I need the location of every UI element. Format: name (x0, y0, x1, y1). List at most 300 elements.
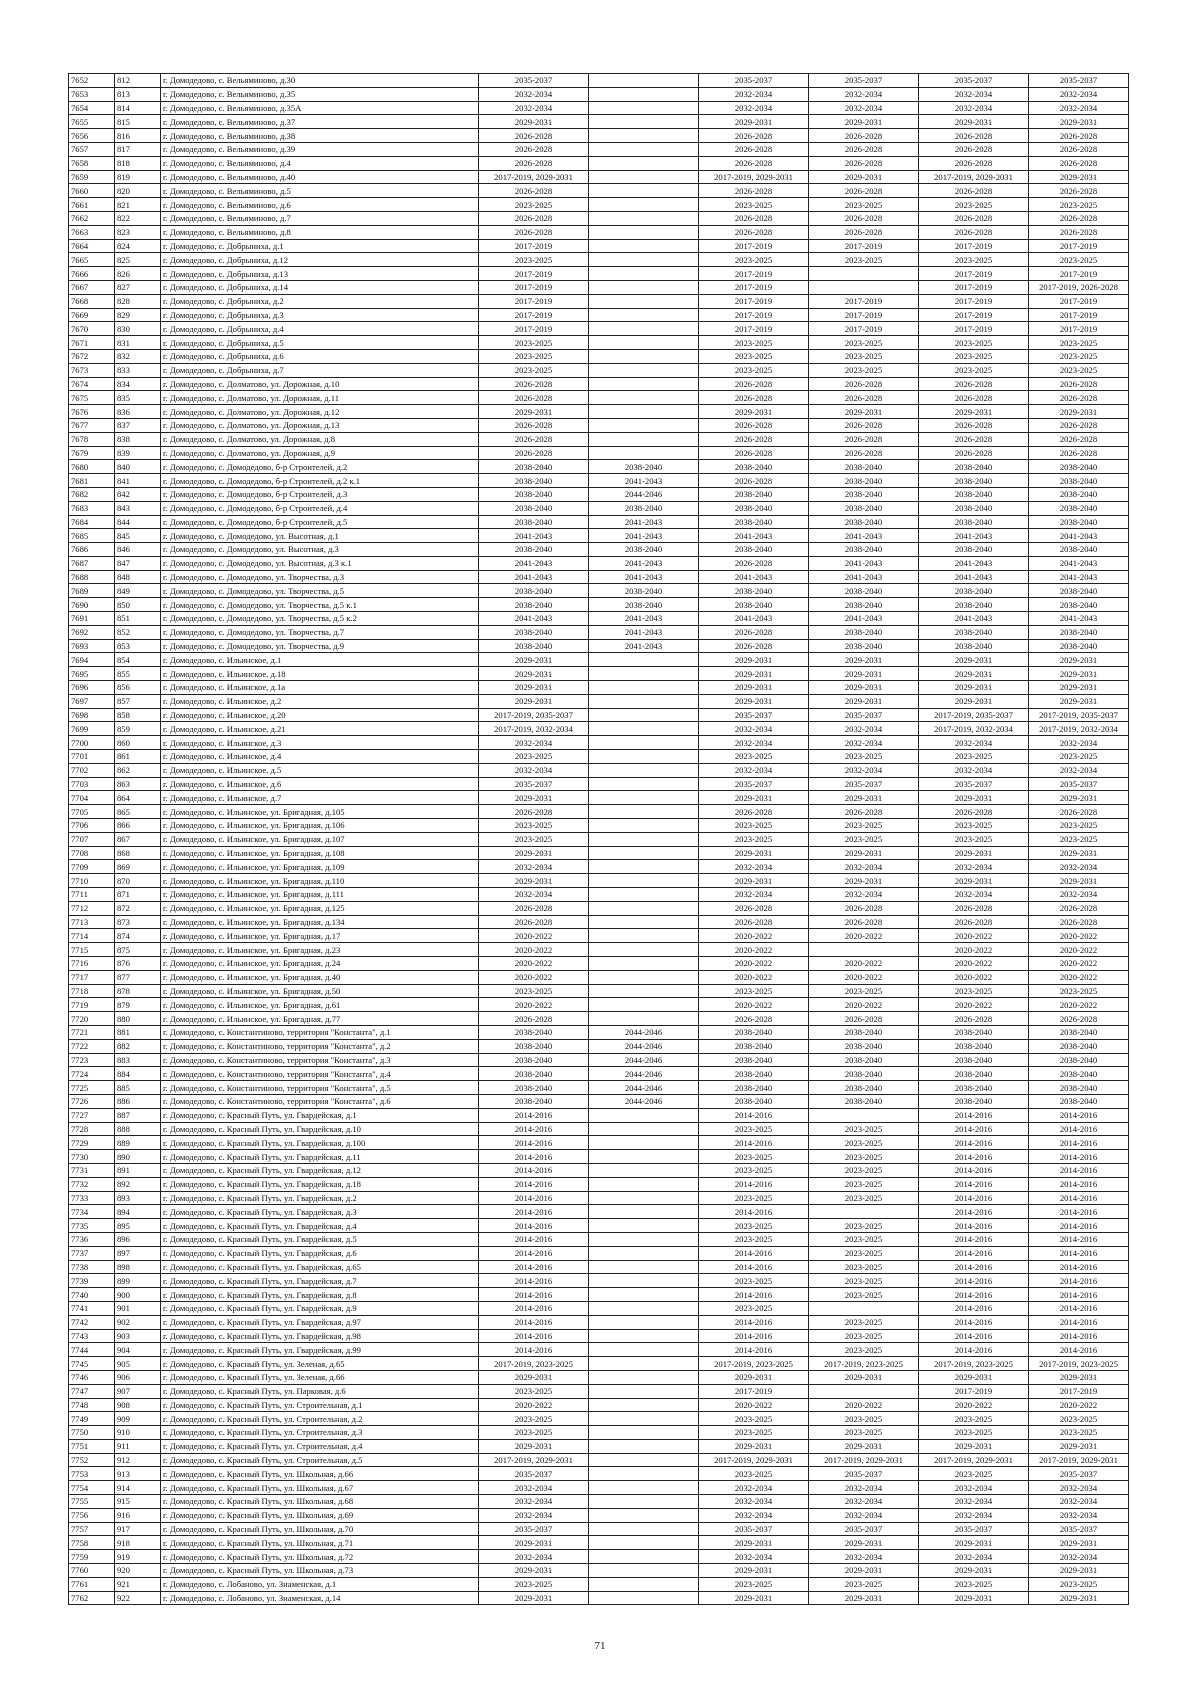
period-cell-1: 2041-2043 (479, 612, 589, 626)
row-index-cell: 7675 (69, 391, 115, 405)
period-cell-4: 2032-2034 (809, 1495, 919, 1509)
address-cell: г. Домодедово, с. Красный Путь, ул. Гвардейская, д.4 (161, 1219, 479, 1233)
period-cell-2 (589, 777, 699, 791)
period-cell-3: 2026-2028 (699, 446, 809, 460)
period-cell-5: 2020-2022 (919, 957, 1029, 971)
object-number-cell: 920 (115, 1564, 161, 1578)
period-cell-5: 2023-2025 (919, 253, 1029, 267)
period-cell-2: 2038-2040 (589, 598, 699, 612)
period-cell-2 (589, 791, 699, 805)
row-index-cell: 7732 (69, 1177, 115, 1191)
period-cell-3: 2032-2034 (699, 1550, 809, 1564)
period-cell-2 (589, 750, 699, 764)
period-cell-6: 2023-2025 (1029, 832, 1129, 846)
address-cell: г. Домодедово, с. Красный Путь, ул. Гвардейская, д.98 (161, 1329, 479, 1343)
object-number-cell: 840 (115, 460, 161, 474)
period-cell-5: 2029-2031 (919, 1564, 1029, 1578)
period-cell-4: 2029-2031 (809, 791, 919, 805)
period-cell-4: 2038-2040 (809, 1081, 919, 1095)
period-cell-1: 2023-2025 (479, 750, 589, 764)
period-cell-5: 2029-2031 (919, 667, 1029, 681)
table-row (69, 418, 1129, 432)
period-cell-1: 2014-2016 (479, 1274, 589, 1288)
period-cell-5: 2014-2016 (919, 1219, 1029, 1233)
row-index-cell: 7761 (69, 1577, 115, 1591)
row-index-cell: 7741 (69, 1301, 115, 1315)
period-cell-2: 2044-2046 (589, 1081, 699, 1095)
object-number-cell: 888 (115, 1122, 161, 1136)
row-index-cell: 7726 (69, 1094, 115, 1108)
row-index-cell: 7660 (69, 184, 115, 198)
table-row (69, 184, 1129, 198)
table-row (69, 1081, 1129, 1095)
period-cell-6: 2020-2022 (1029, 957, 1129, 971)
object-number-cell: 900 (115, 1288, 161, 1302)
period-cell-3: 2041-2043 (699, 570, 809, 584)
table-row (69, 129, 1129, 143)
period-cell-4: 2023-2025 (809, 1343, 919, 1357)
period-cell-5: 2038-2040 (919, 543, 1029, 557)
table-row (69, 1136, 1129, 1150)
address-cell: г. Домодедово, с. Ильинское, ул. Бригадная, д.23 (161, 943, 479, 957)
table-row (69, 1508, 1129, 1522)
period-cell-6: 2029-2031 (1029, 681, 1129, 695)
period-cell-6: 2032-2034 (1029, 736, 1129, 750)
period-cell-6: 2038-2040 (1029, 501, 1129, 515)
period-cell-3: 2029-2031 (699, 405, 809, 419)
address-cell: г. Домодедово, с. Ильинское, ул. Бригадная, д.125 (161, 901, 479, 915)
address-cell: г. Домодедово, с. Красный Путь, ул. Школьная, д.68 (161, 1495, 479, 1509)
period-cell-5: 2014-2016 (919, 1177, 1029, 1191)
address-cell: г. Домодедово, с. Ильинское, ул. Бригадная, д.108 (161, 846, 479, 860)
row-index-cell: 7756 (69, 1508, 115, 1522)
period-cell-5: 2029-2031 (919, 653, 1029, 667)
period-cell-5: 2014-2016 (919, 1122, 1029, 1136)
object-number-cell: 859 (115, 722, 161, 736)
period-cell-6: 2038-2040 (1029, 639, 1129, 653)
period-cell-2 (589, 267, 699, 281)
period-cell-6: 2017-2019 (1029, 1384, 1129, 1398)
row-index-cell: 7713 (69, 915, 115, 929)
period-cell-6: 2023-2025 (1029, 253, 1129, 267)
address-cell: г. Домодедово, с. Ильинское, д.4 (161, 750, 479, 764)
table-row (69, 943, 1129, 957)
address-cell: г. Домодедово, с. Ильинское, д.7 (161, 791, 479, 805)
period-cell-3: 2029-2031 (699, 1439, 809, 1453)
period-cell-3: 2038-2040 (699, 487, 809, 501)
period-cell-2 (589, 1163, 699, 1177)
table-row (69, 846, 1129, 860)
period-cell-2 (589, 1426, 699, 1440)
row-index-cell: 7692 (69, 625, 115, 639)
row-index-cell: 7738 (69, 1260, 115, 1274)
period-cell-3: 2029-2031 (699, 874, 809, 888)
address-cell: г. Домодедово, с. Константиново, территория "Константа", д.6 (161, 1094, 479, 1108)
period-cell-2 (589, 87, 699, 101)
period-cell-4: 2029-2031 (809, 170, 919, 184)
period-cell-4: 2023-2025 (809, 1136, 919, 1150)
address-cell: г. Домодедово, с. Красный Путь, ул. Строительная, д.3 (161, 1426, 479, 1440)
object-number-cell: 890 (115, 1150, 161, 1164)
address-cell: г. Домодедово, с. Ильинское, ул. Бригадная, д.109 (161, 860, 479, 874)
period-cell-1: 2032-2034 (479, 1508, 589, 1522)
object-number-cell: 877 (115, 970, 161, 984)
row-index-cell: 7733 (69, 1191, 115, 1205)
period-cell-2 (589, 405, 699, 419)
period-cell-2 (589, 1550, 699, 1564)
period-cell-6: 2038-2040 (1029, 1025, 1129, 1039)
object-number-cell: 847 (115, 556, 161, 570)
period-cell-1: 2029-2031 (479, 846, 589, 860)
object-number-cell: 917 (115, 1522, 161, 1536)
row-index-cell: 7722 (69, 1039, 115, 1053)
period-cell-2 (589, 860, 699, 874)
period-cell-2 (589, 957, 699, 971)
period-cell-5: 2041-2043 (919, 612, 1029, 626)
table-row (69, 1591, 1129, 1605)
period-cell-5: 2041-2043 (919, 529, 1029, 543)
period-cell-5: 2023-2025 (919, 349, 1029, 363)
schedule-table-container (68, 73, 1128, 1605)
address-cell: г. Домодедово, с. Домодедово, б-р Строителей, д.2 к.1 (161, 474, 479, 488)
period-cell-5: 2038-2040 (919, 639, 1029, 653)
row-index-cell: 7673 (69, 363, 115, 377)
period-cell-2 (589, 1150, 699, 1164)
row-index-cell: 7654 (69, 101, 115, 115)
period-cell-4: 2026-2028 (809, 915, 919, 929)
object-number-cell: 834 (115, 377, 161, 391)
period-cell-3: 2014-2016 (699, 1260, 809, 1274)
address-cell: г. Домодедово, с. Домодедово, ул. Высотная, д.3 (161, 543, 479, 557)
period-cell-3: 2023-2025 (699, 750, 809, 764)
period-cell-5: 2014-2016 (919, 1163, 1029, 1177)
row-index-cell: 7721 (69, 1025, 115, 1039)
period-cell-4: 2029-2031 (809, 653, 919, 667)
table-row (69, 1398, 1129, 1412)
period-cell-4: 2026-2028 (809, 901, 919, 915)
period-cell-2 (589, 1315, 699, 1329)
period-cell-4: 2020-2022 (809, 1398, 919, 1412)
period-cell-4: 2032-2034 (809, 860, 919, 874)
period-cell-5: 2020-2022 (919, 1398, 1029, 1412)
period-cell-5: 2017-2019 (919, 308, 1029, 322)
period-cell-6: 2038-2040 (1029, 1081, 1129, 1095)
object-number-cell: 831 (115, 336, 161, 350)
period-cell-5: 2014-2016 (919, 1301, 1029, 1315)
table-row (69, 584, 1129, 598)
period-cell-2 (589, 819, 699, 833)
object-number-cell: 867 (115, 832, 161, 846)
period-cell-6: 2038-2040 (1029, 584, 1129, 598)
period-cell-2 (589, 101, 699, 115)
row-index-cell: 7702 (69, 763, 115, 777)
period-cell-1: 2020-2022 (479, 1398, 589, 1412)
period-cell-6: 2032-2034 (1029, 87, 1129, 101)
period-cell-6: 2017-2019 (1029, 294, 1129, 308)
period-cell-2 (589, 1246, 699, 1260)
row-index-cell: 7705 (69, 805, 115, 819)
period-cell-2 (589, 308, 699, 322)
period-cell-3: 2026-2028 (699, 142, 809, 156)
period-cell-3: 2038-2040 (699, 1067, 809, 1081)
row-index-cell: 7704 (69, 791, 115, 805)
address-cell: г. Домодедово, с. Ильинское, д.6 (161, 777, 479, 791)
period-cell-4: 2029-2031 (809, 667, 919, 681)
period-cell-2 (589, 184, 699, 198)
period-cell-6: 2038-2040 (1029, 1039, 1129, 1053)
table-row (69, 681, 1129, 695)
row-index-cell: 7666 (69, 267, 115, 281)
row-index-cell: 7716 (69, 957, 115, 971)
period-cell-6: 2026-2028 (1029, 446, 1129, 460)
period-cell-1: 2038-2040 (479, 543, 589, 557)
object-number-cell: 879 (115, 998, 161, 1012)
row-index-cell: 7659 (69, 170, 115, 184)
period-cell-5: 2029-2031 (919, 681, 1029, 695)
object-number-cell: 868 (115, 846, 161, 860)
period-cell-6: 2029-2031 (1029, 667, 1129, 681)
object-number-cell: 869 (115, 860, 161, 874)
period-cell-6: 2017-2019, 2029-2031 (1029, 1453, 1129, 1467)
period-cell-3: 2023-2025 (699, 1191, 809, 1205)
period-cell-1: 2029-2031 (479, 667, 589, 681)
row-index-cell: 7743 (69, 1329, 115, 1343)
period-cell-1: 2041-2043 (479, 570, 589, 584)
period-cell-2 (589, 280, 699, 294)
row-index-cell: 7739 (69, 1274, 115, 1288)
table-row (69, 515, 1129, 529)
row-index-cell: 7674 (69, 377, 115, 391)
period-cell-6: 2026-2028 (1029, 129, 1129, 143)
period-cell-2 (589, 736, 699, 750)
period-cell-4: 2023-2025 (809, 1122, 919, 1136)
period-cell-4: 2026-2028 (809, 129, 919, 143)
table-row (69, 1467, 1129, 1481)
period-cell-2 (589, 984, 699, 998)
object-number-cell: 852 (115, 625, 161, 639)
period-cell-2 (589, 970, 699, 984)
period-cell-4: 2032-2034 (809, 1550, 919, 1564)
period-cell-6: 2029-2031 (1029, 694, 1129, 708)
row-index-cell: 7693 (69, 639, 115, 653)
period-cell-1: 2035-2037 (479, 1467, 589, 1481)
period-cell-3: 2032-2034 (699, 1508, 809, 1522)
period-cell-6: 2026-2028 (1029, 142, 1129, 156)
period-cell-3: 2017-2019, 2023-2025 (699, 1357, 809, 1371)
address-cell: г. Домодедово, с. Красный Путь, ул. Школьная, д.72 (161, 1550, 479, 1564)
period-cell-2: 2038-2040 (589, 543, 699, 557)
period-cell-1: 2029-2031 (479, 1591, 589, 1605)
period-cell-6: 2026-2028 (1029, 915, 1129, 929)
period-cell-5: 2026-2028 (919, 805, 1029, 819)
period-cell-3: 2014-2016 (699, 1246, 809, 1260)
period-cell-6: 2029-2031 (1029, 653, 1129, 667)
table-row (69, 1495, 1129, 1509)
period-cell-4: 2038-2040 (809, 625, 919, 639)
address-cell: г. Домодедово, с. Ильинское, ул. Бригадная, д.106 (161, 819, 479, 833)
period-cell-2 (589, 239, 699, 253)
address-cell: г. Домодедово, с. Константиново, территория "Константа", д.5 (161, 1081, 479, 1095)
period-cell-6: 2014-2016 (1029, 1122, 1129, 1136)
object-number-cell: 818 (115, 156, 161, 170)
address-cell: г. Домодедово, с. Добрыниха, д.3 (161, 308, 479, 322)
table-row (69, 322, 1129, 336)
period-cell-5: 2026-2028 (919, 142, 1029, 156)
object-number-cell: 871 (115, 888, 161, 902)
period-cell-6: 2023-2025 (1029, 1426, 1129, 1440)
table-row (69, 722, 1129, 736)
table-row (69, 308, 1129, 322)
period-cell-1: 2014-2016 (479, 1163, 589, 1177)
page-number: 71 (594, 1640, 606, 1652)
row-index-cell: 7728 (69, 1122, 115, 1136)
address-cell: г. Домодедово, с. Домодедово, ул. Высотная, д.1 (161, 529, 479, 543)
address-cell: г. Домодедово, с. Красный Путь, ул. Гвардейская, д.3 (161, 1205, 479, 1219)
row-index-cell: 7679 (69, 446, 115, 460)
period-cell-5: 2020-2022 (919, 970, 1029, 984)
address-cell: г. Домодедово, с. Добрыниха, д.13 (161, 267, 479, 281)
period-cell-2 (589, 170, 699, 184)
period-cell-1: 2026-2028 (479, 1012, 589, 1026)
period-cell-5: 2017-2019, 2029-2031 (919, 170, 1029, 184)
period-cell-4: 2023-2025 (809, 750, 919, 764)
period-cell-4: 2041-2043 (809, 570, 919, 584)
period-cell-4: 2026-2028 (809, 184, 919, 198)
address-cell: г. Домодедово, с. Ильинское, ул. Бригадная, д.50 (161, 984, 479, 998)
address-cell: г. Домодедово, с. Добрыниха, д.4 (161, 322, 479, 336)
period-cell-3: 2017-2019 (699, 1384, 809, 1398)
address-cell: г. Домодедово, с. Константиново, территория "Константа", д.1 (161, 1025, 479, 1039)
table-row (69, 211, 1129, 225)
table-row (69, 1260, 1129, 1274)
period-cell-6: 2041-2043 (1029, 529, 1129, 543)
period-cell-4: 2023-2025 (809, 1260, 919, 1274)
object-number-cell: 915 (115, 1495, 161, 1509)
period-cell-4: 2020-2022 (809, 957, 919, 971)
period-cell-5: 2014-2016 (919, 1150, 1029, 1164)
period-cell-1: 2032-2034 (479, 87, 589, 101)
period-cell-4: 2026-2028 (809, 446, 919, 460)
object-number-cell: 911 (115, 1439, 161, 1453)
period-cell-1: 2014-2016 (479, 1122, 589, 1136)
period-cell-5: 2017-2019 (919, 294, 1029, 308)
table-row (69, 170, 1129, 184)
object-number-cell: 892 (115, 1177, 161, 1191)
table-row (69, 598, 1129, 612)
object-number-cell: 889 (115, 1136, 161, 1150)
period-cell-5: 2023-2025 (919, 1426, 1029, 1440)
period-cell-4: 2023-2025 (809, 1177, 919, 1191)
period-cell-1: 2026-2028 (479, 446, 589, 460)
row-index-cell: 7700 (69, 736, 115, 750)
address-cell: г. Домодедово, с. Ильинское, д.18 (161, 667, 479, 681)
object-number-cell: 861 (115, 750, 161, 764)
object-number-cell: 870 (115, 874, 161, 888)
period-cell-1: 2032-2034 (479, 101, 589, 115)
table-row (69, 1108, 1129, 1122)
period-cell-2: 2041-2043 (589, 515, 699, 529)
period-cell-6: 2038-2040 (1029, 1067, 1129, 1081)
address-cell: г. Домодедово, с. Красный Путь, ул. Гвардейская, д.2 (161, 1191, 479, 1205)
row-index-cell: 7753 (69, 1467, 115, 1481)
period-cell-6: 2038-2040 (1029, 598, 1129, 612)
period-cell-6: 2026-2028 (1029, 805, 1129, 819)
object-number-cell: 894 (115, 1205, 161, 1219)
table-row (69, 1577, 1129, 1591)
address-cell: г. Домодедово, с. Красный Путь, ул. Зеленая, д.65 (161, 1357, 479, 1371)
address-cell: г. Домодедово, с. Добрыниха, д.1 (161, 239, 479, 253)
period-cell-3: 2026-2028 (699, 418, 809, 432)
object-number-cell: 891 (115, 1163, 161, 1177)
table-row (69, 156, 1129, 170)
table-row (69, 901, 1129, 915)
period-cell-6: 2035-2037 (1029, 777, 1129, 791)
period-cell-2: 2041-2043 (589, 529, 699, 543)
object-number-cell: 830 (115, 322, 161, 336)
address-cell: г. Домодедово, с. Домодедово, ул. Творчества, д.5 (161, 584, 479, 598)
address-cell: г. Домодедово, с. Ильинское, д.1а (161, 681, 479, 695)
period-cell-1: 2017-2019, 2029-2031 (479, 1453, 589, 1467)
period-cell-5: 2014-2016 (919, 1288, 1029, 1302)
period-cell-4: 2029-2031 (809, 1536, 919, 1550)
period-cell-4: 2023-2025 (809, 253, 919, 267)
period-cell-3: 2041-2043 (699, 612, 809, 626)
period-cell-2 (589, 763, 699, 777)
period-cell-2 (589, 1232, 699, 1246)
period-cell-3: 2038-2040 (699, 1025, 809, 1039)
address-cell: г. Домодедово, с. Ильинское, ул. Бригадная, д.61 (161, 998, 479, 1012)
period-cell-6: 2023-2025 (1029, 363, 1129, 377)
period-cell-6: 2029-2031 (1029, 791, 1129, 805)
period-cell-1: 2029-2031 (479, 1439, 589, 1453)
period-cell-6: 2032-2034 (1029, 1495, 1129, 1509)
period-cell-4: 2029-2031 (809, 846, 919, 860)
table-row (69, 405, 1129, 419)
period-cell-3: 2023-2025 (699, 1219, 809, 1233)
address-cell: г. Домодедово, с. Долматово, ул. Дорожная, д.9 (161, 446, 479, 460)
period-cell-4: 2029-2031 (809, 694, 919, 708)
period-cell-6: 2014-2016 (1029, 1329, 1129, 1343)
period-cell-4: 2023-2025 (809, 1274, 919, 1288)
period-cell-4: 2023-2025 (809, 198, 919, 212)
table-row (69, 1205, 1129, 1219)
period-cell-5: 2017-2019 (919, 1384, 1029, 1398)
address-cell: г. Домодедово, с. Добрыниха, д.14 (161, 280, 479, 294)
row-index-cell: 7760 (69, 1564, 115, 1578)
period-cell-3: 2023-2025 (699, 832, 809, 846)
period-cell-5: 2026-2028 (919, 156, 1029, 170)
period-cell-6: 2014-2016 (1029, 1108, 1129, 1122)
period-cell-5: 2017-2019 (919, 239, 1029, 253)
table-row (69, 280, 1129, 294)
address-cell: г. Домодедово, с. Красный Путь, ул. Гвардейская, д.11 (161, 1150, 479, 1164)
object-number-cell: 841 (115, 474, 161, 488)
address-cell: г. Домодедово, с. Красный Путь, ул. Гвардейская, д.18 (161, 1177, 479, 1191)
period-cell-5: 2038-2040 (919, 515, 1029, 529)
address-cell: г. Домодедово, с. Ильинское, д.21 (161, 722, 479, 736)
period-cell-4: 2026-2028 (809, 432, 919, 446)
period-cell-3: 2023-2025 (699, 984, 809, 998)
period-cell-6: 2020-2022 (1029, 998, 1129, 1012)
table-row (69, 1177, 1129, 1191)
row-index-cell: 7719 (69, 998, 115, 1012)
object-number-cell: 842 (115, 487, 161, 501)
period-cell-4: 2041-2043 (809, 556, 919, 570)
period-cell-4: 2038-2040 (809, 460, 919, 474)
period-cell-6: 2020-2022 (1029, 970, 1129, 984)
row-index-cell: 7676 (69, 405, 115, 419)
object-number-cell: 821 (115, 198, 161, 212)
